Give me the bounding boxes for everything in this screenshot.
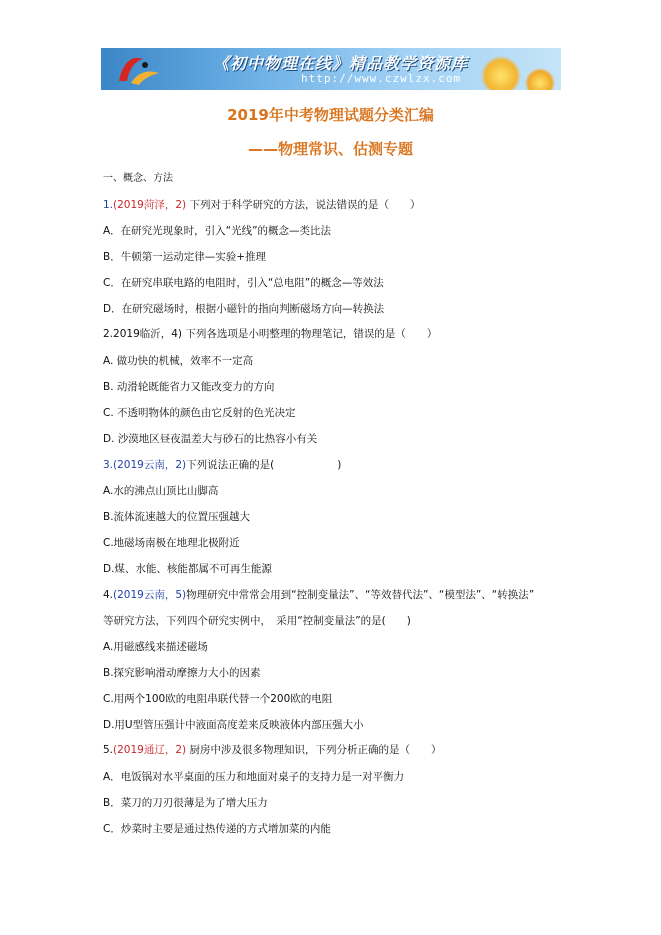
option-a: A．在研究光现象时，引入“光线”的概念—类比法 bbox=[103, 225, 332, 237]
option-d: D.煤、水能、核能都属不可再生能源 bbox=[103, 563, 272, 575]
option-d: D.用U型管压强计中液面高度差来反映液体内部压强大小 bbox=[103, 719, 364, 731]
option-d: D. 沙漠地区昼夜温差大与砂石的比热容小有关 bbox=[103, 433, 318, 445]
question-number: 4. bbox=[103, 589, 114, 601]
option-b: B．菜刀的刀刃很薄是为了增大压力 bbox=[103, 797, 268, 809]
option-c: C.地磁场南极在地理北极附近 bbox=[103, 537, 240, 549]
document-title: 2019年中考物理试题分类汇编 bbox=[227, 106, 434, 124]
question-number: 2. bbox=[103, 328, 114, 340]
question-source-tag: (2019通辽，2) bbox=[113, 744, 187, 756]
option-a: A．电饭锅对水平桌面的压力和地面对桌子的支持力是一对平衡力 bbox=[103, 771, 405, 783]
question-text: 物理研究中常常会用到“控制变量法”、“等效替代法”、“模型法”、“转换法” bbox=[186, 589, 535, 601]
document-subtitle: ——物理常识、估测专题 bbox=[247, 140, 413, 158]
logo-icon bbox=[109, 51, 165, 87]
option-c: C．在研究串联电路的电阻时，引入“总电阻”的概念—等效法 bbox=[103, 277, 384, 289]
flower-decoration bbox=[525, 68, 555, 90]
question-source-tag: (2019菏泽，2) bbox=[113, 199, 187, 211]
option-b: B. 动滑轮既能省力又能改变力的方向 bbox=[103, 381, 275, 393]
option-a: A.用磁感线来描述磁场 bbox=[103, 641, 208, 653]
option-c: C.用两个100欧的电阻串联代替一个200欧的电阻 bbox=[103, 693, 333, 705]
question-4 bbox=[103, 588, 534, 602]
option-b: B.探究影响滑动摩擦力大小的因素 bbox=[103, 667, 261, 679]
option-a: A.水的沸点山顶比山脚高 bbox=[103, 485, 219, 497]
question-5 bbox=[103, 743, 441, 757]
banner-url: http://www.czwlzx.com bbox=[301, 72, 462, 85]
header-banner bbox=[101, 48, 561, 90]
question-2 bbox=[103, 327, 437, 341]
question-text: 下列对于科学研究的方法，说法错误的是（ ） bbox=[189, 199, 421, 211]
question-number: 5. bbox=[103, 744, 114, 756]
question-text: 厨房中涉及很多物理知识，下列分析正确的是（ ） bbox=[189, 744, 442, 756]
section-heading: 一、概念、方法 bbox=[103, 173, 173, 184]
question-3 bbox=[103, 458, 341, 472]
question-source-tag: (2019云南，5) bbox=[113, 589, 187, 601]
question-number: 1. bbox=[103, 199, 114, 211]
sun-decoration bbox=[481, 56, 521, 90]
option-d: D．在研究磁场时，根据小磁针的指向判断磁场方向—转换法 bbox=[103, 303, 385, 315]
banner-title: 《初中物理在线》精品教学资源库 bbox=[213, 54, 469, 73]
option-a: A. 做功快的机械，效率不一定高 bbox=[103, 355, 254, 367]
question-number: 3. bbox=[103, 459, 114, 471]
option-c: C．炒菜时主要是通过热传递的方式增加菜的内能 bbox=[103, 823, 331, 835]
question-source-tag: (2019云南，2) bbox=[113, 459, 187, 471]
question-1 bbox=[103, 198, 420, 212]
option-b: B.流体流速越大的位置压强越大 bbox=[103, 511, 251, 523]
question-text: 下列各选项是小明整理的物理笔记，错误的是（ ） bbox=[185, 328, 438, 340]
question-text: 下列说法正确的是( ) bbox=[186, 459, 342, 471]
question-4-continued: 等研究方法，下列四个研究实例中， 采用“控制变量法”的是( ) bbox=[103, 615, 411, 627]
option-b: B．牛顿第一运动定律—实验+推理 bbox=[103, 251, 267, 263]
question-source-tag: 2019临沂，4) bbox=[113, 328, 183, 340]
option-c: C. 不透明物体的颜色由它反射的色光决定 bbox=[103, 407, 296, 419]
